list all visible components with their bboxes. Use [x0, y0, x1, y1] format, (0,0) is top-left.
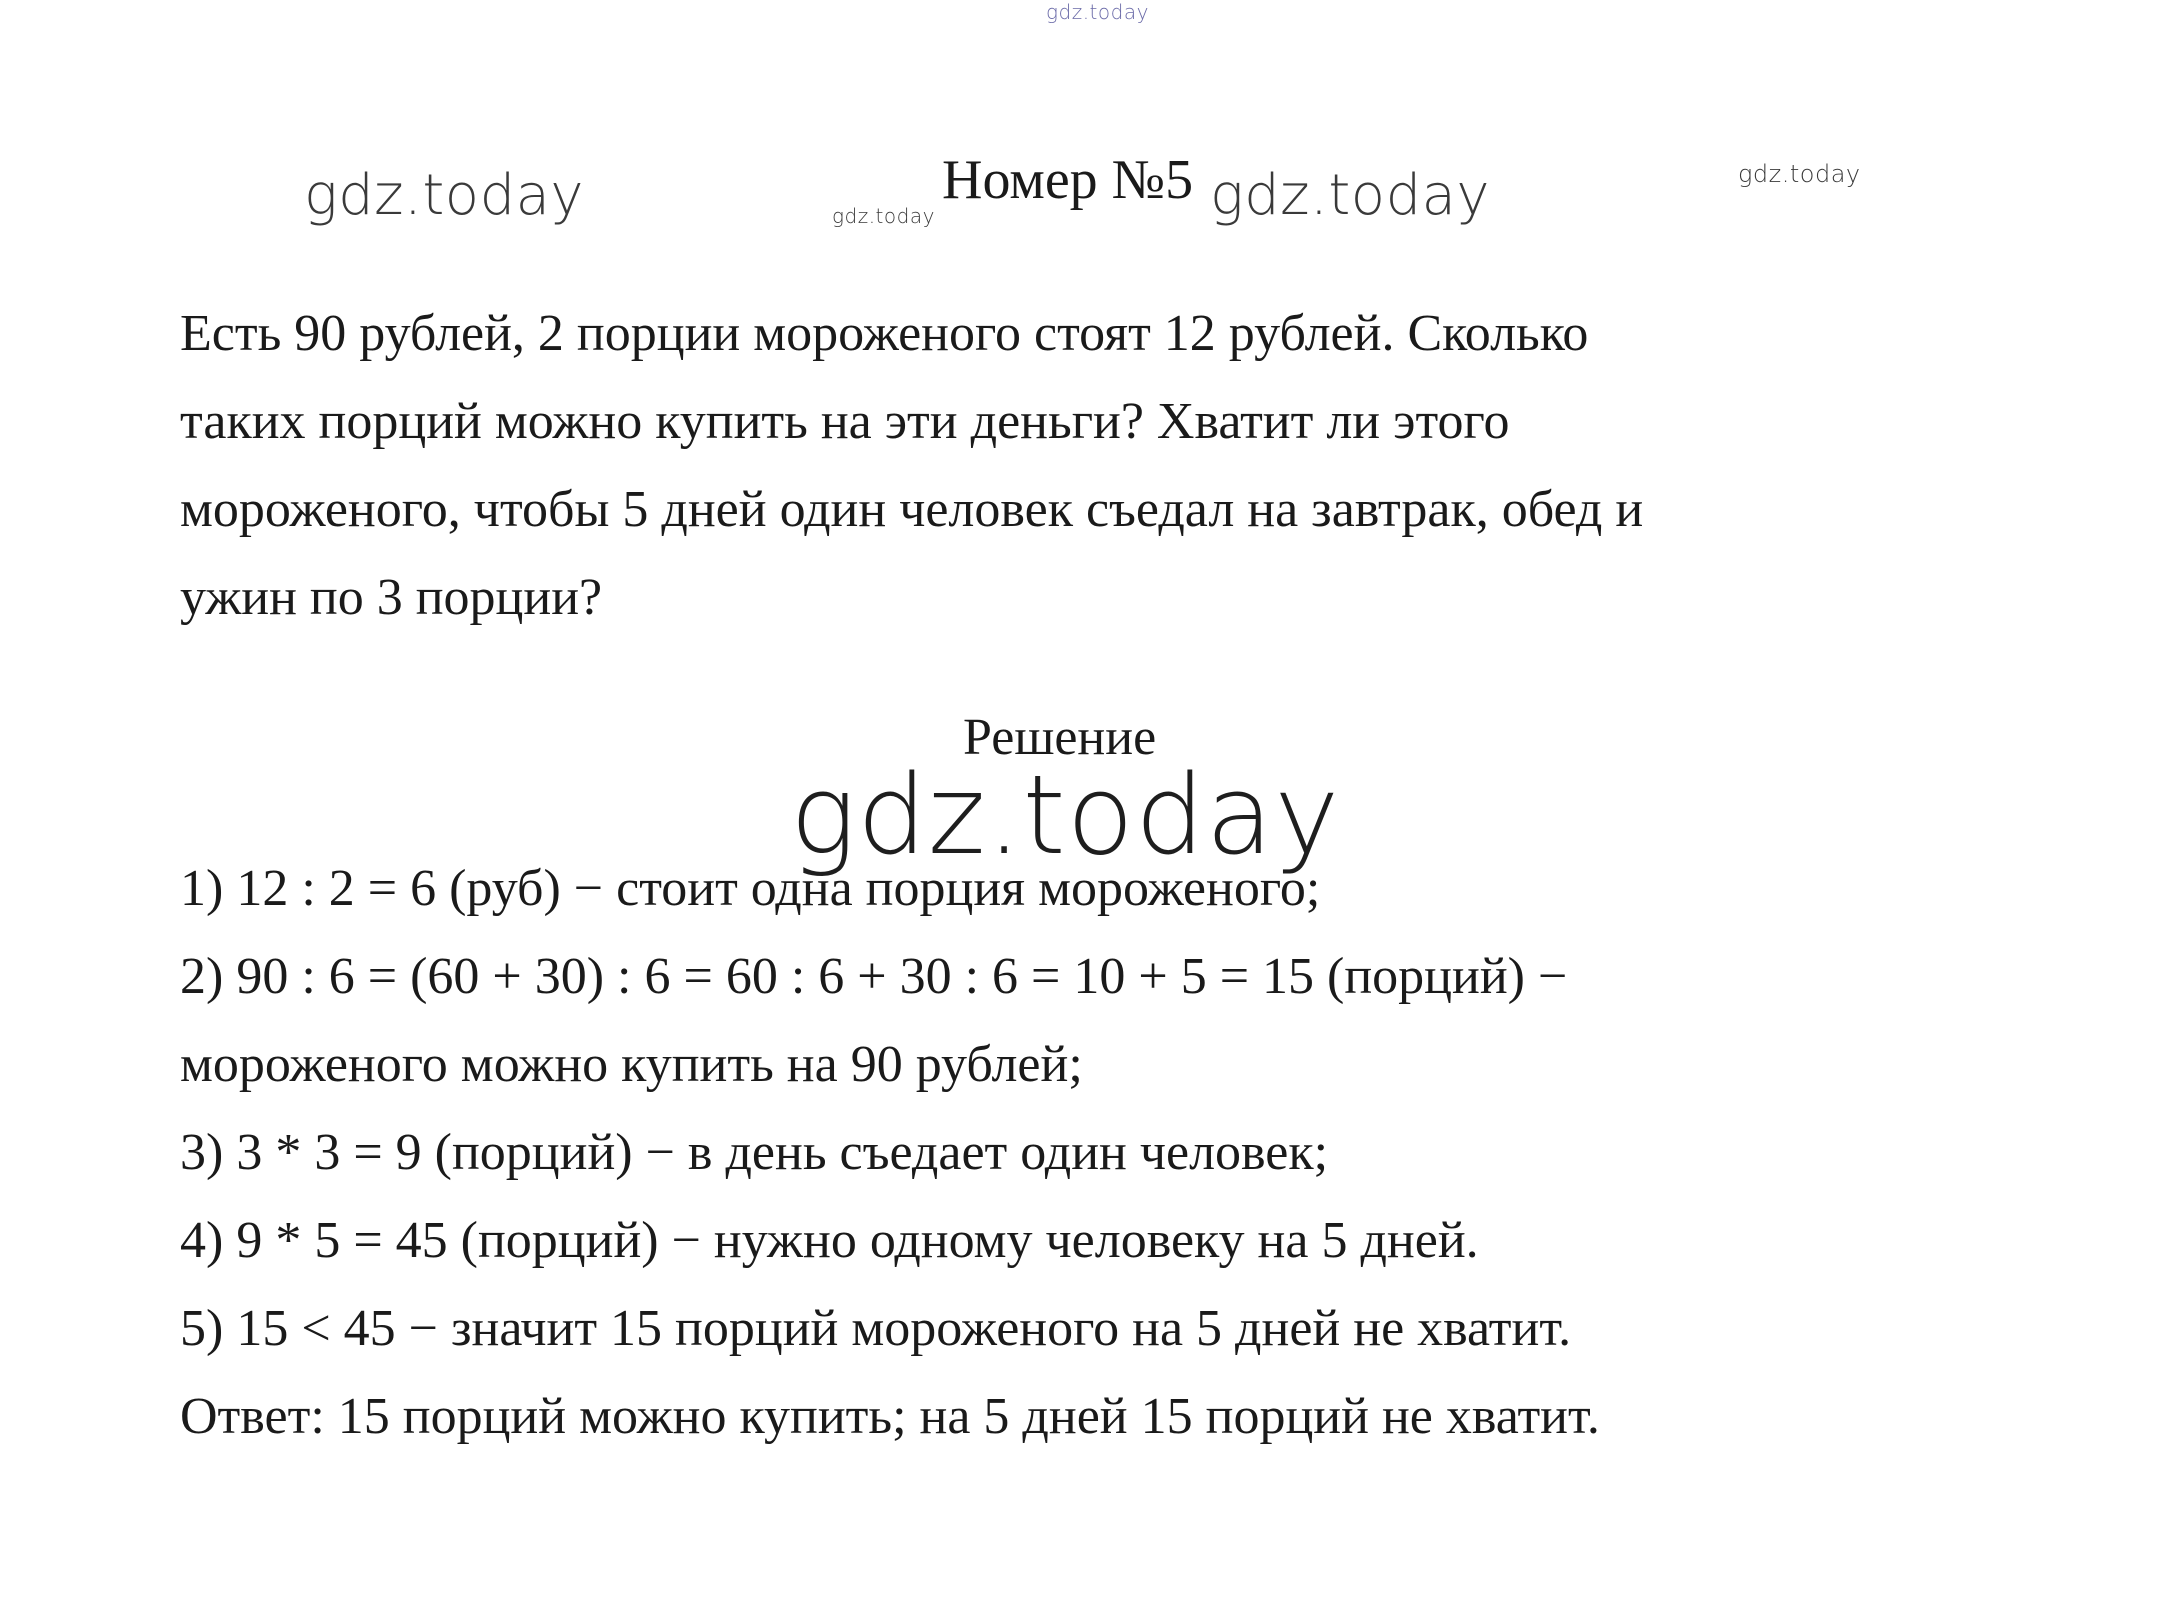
problem-line: таких порций можно купить на эти деньги? Хватит ли этого: [180, 393, 1510, 450]
watermark-left: gdz.today: [304, 163, 585, 228]
solution-heading: Решение: [963, 709, 1157, 766]
solution-step: 5) 15 < 45 − значит 15 порций мороженого на 5 дней не хватит.: [180, 1300, 1572, 1357]
watermark-mid: gdz.today: [1210, 163, 1491, 228]
watermark-big: gdz.today: [790, 751, 1341, 879]
solution-body: [180, 845, 2080, 1461]
problem-line: Есть 90 рублей, 2 порции мороженого стоят 12 рублей. Сколько: [180, 305, 1589, 362]
solution-step: 1) 12 : 2 = 6 (руб) − стоит одна порция мороженого;: [180, 860, 1321, 917]
problem-statement: [180, 290, 1980, 642]
problem-line: ужин по 3 порции?: [180, 569, 603, 626]
watermark-right: gdz.today: [1738, 160, 1861, 188]
solution-step: 3) 3 * 3 = 9 (порций) − в день съедает один человек;: [180, 1124, 1329, 1181]
answer-line: Ответ: 15 порций можно купить; на 5 дней 15 порций не хватит.: [180, 1388, 1600, 1445]
watermark-top: gdz.today: [1046, 0, 1149, 24]
solution-step: 2) 90 : 6 = (60 + 30) : 6 = 60 : 6 + 30 : 6 = 10 + 5 = 15 (порций) −: [180, 948, 1568, 1005]
solution-step: 4) 9 * 5 = 45 (порций) − нужно одному человеку на 5 дней.: [180, 1212, 1479, 1269]
page-title: Номер №5: [942, 149, 1194, 211]
watermark-small: gdz.today: [832, 204, 935, 228]
problem-line: мороженого, чтобы 5 дней один человек съедал на завтрак, обед и: [180, 481, 1644, 538]
solution-step: мороженого можно купить на 90 рублей;: [180, 1036, 1083, 1093]
